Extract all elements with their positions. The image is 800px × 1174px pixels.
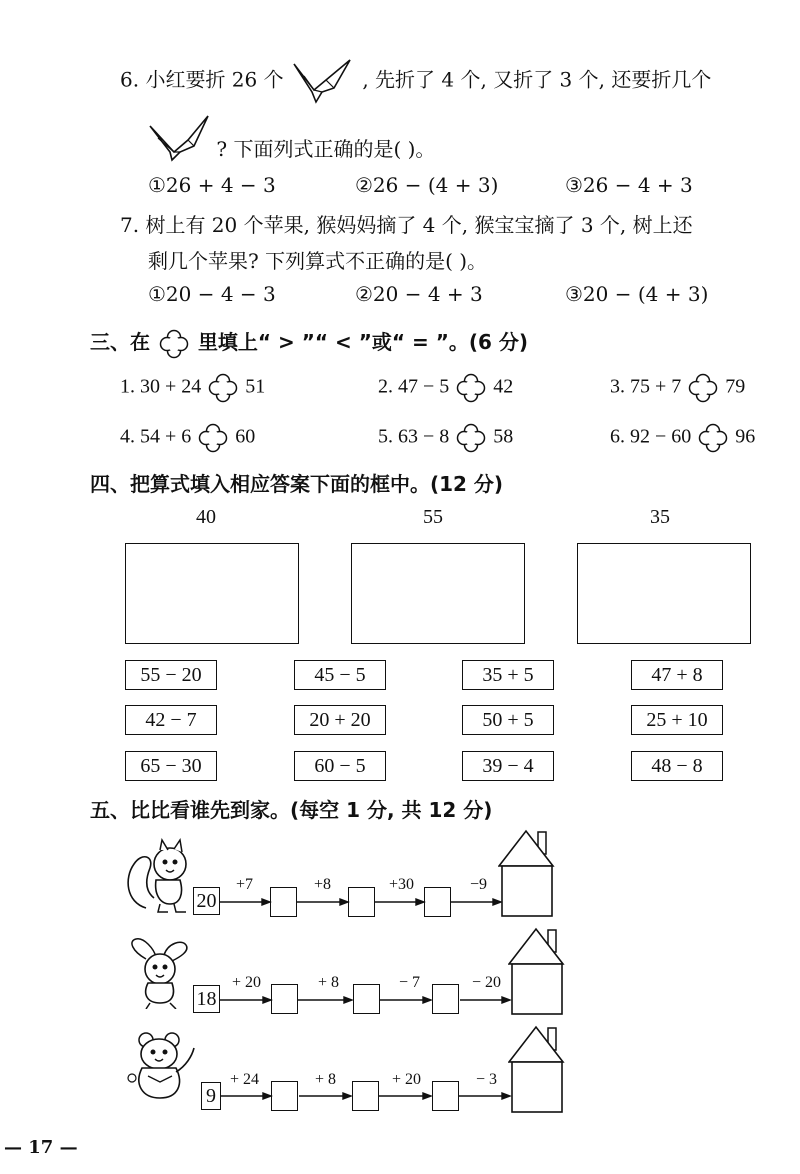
op-label: − 20 [472,974,502,991]
start-number: 20 [193,887,220,915]
op-label: −9 [470,876,488,893]
expr-card[interactable]: 42 − 7 [125,705,217,735]
sec4-title: 四、把算式填入相应答案下面的框中。(12 分) [90,472,504,496]
answer-square[interactable] [353,984,380,1014]
compare-right: 96 [735,425,756,448]
answer-label-35: 35 [650,506,670,528]
expr-card[interactable]: 65 − 30 [125,751,217,781]
expr-card[interactable]: 35 + 5 [462,660,554,690]
q7-option-3[interactable]: ③20 − (4 + 3) [565,282,709,306]
squirrel-icon [124,838,194,914]
flower-answer-slot[interactable] [688,373,718,403]
expr-card[interactable]: 25 + 10 [631,705,723,735]
q6-text-a: 6. 小红要折 26 个 [120,67,284,92]
q7-line2: 剩几个苹果? 下列算式不正确的是( )。 [148,249,488,273]
expr-card[interactable]: 47 + 8 [631,660,723,690]
op-label: +30 [389,876,415,893]
op-label: +7 [236,876,254,893]
compare-item-3 [610,373,745,403]
answer-label-40: 40 [196,506,216,528]
q6-option-3[interactable]: ③26 − 4 + 3 [565,173,693,197]
q6-line1 [120,58,711,104]
flower-answer-slot[interactable] [456,423,486,453]
compare-item-2 [378,373,513,403]
sec3-title-a: 三、在 [90,330,150,354]
q6-option-1[interactable]: ①26 + 4 − 3 [148,173,276,197]
op-label: +8 [314,876,332,893]
compare-left: 1. 30 + 24 [120,375,202,398]
answer-square[interactable] [432,984,459,1014]
compare-left: 5. 63 − 8 [378,425,450,448]
compare-right: 51 [245,375,266,398]
answer-label-55: 55 [423,506,443,528]
compare-item-5 [378,423,513,453]
answer-square[interactable] [424,887,451,917]
bear-icon [124,1028,200,1104]
paper-crane-icon [292,58,354,104]
answer-square[interactable] [271,1081,298,1111]
expr-card[interactable]: 48 − 8 [631,751,723,781]
answer-square[interactable] [352,1081,379,1111]
q6-question: ? 下面列式正确的是( )。 [216,137,436,161]
q7-option-1[interactable]: ①20 − 4 − 3 [148,282,276,306]
flower-answer-slot[interactable] [198,423,228,453]
answer-square[interactable] [348,887,375,917]
sec3-title-b: 里填上“ > ”“ < ”或“ = ”。(6 分) [197,330,529,354]
compare-left: 4. 54 + 6 [120,425,192,448]
start-number: 9 [201,1082,221,1110]
answer-box-40[interactable] [125,543,299,644]
house-icon[interactable] [508,926,566,1016]
expr-card[interactable]: 55 − 20 [125,660,217,690]
house-icon[interactable] [498,828,556,918]
compare-left: 6. 92 − 60 [610,425,692,448]
flower-blank-icon [159,329,189,359]
house-icon[interactable] [508,1024,566,1114]
expr-card[interactable]: 39 − 4 [462,751,554,781]
expr-card[interactable]: 20 + 20 [294,705,386,735]
flower-answer-slot[interactable] [208,373,238,403]
op-label: + 8 [315,1071,337,1088]
answer-square[interactable] [271,984,298,1014]
paper-crane-icon [148,112,210,162]
op-label: + 24 [230,1071,260,1088]
op-label: + 8 [318,974,340,991]
op-label: − 3 [476,1071,498,1088]
rabbit-icon [126,937,192,1009]
sec3-title [90,326,528,359]
expr-card[interactable]: 50 + 5 [462,705,554,735]
start-number: 18 [193,985,220,1013]
op-label: + 20 [232,974,262,991]
compare-item-1 [120,373,265,403]
compare-right: 60 [235,425,256,448]
page-number: — 17 — [4,1137,78,1158]
flower-answer-slot[interactable] [698,423,728,453]
compare-right: 42 [493,375,514,398]
flower-answer-slot[interactable] [456,373,486,403]
q6-option-2[interactable]: ②26 − (4 + 3) [355,173,499,197]
answer-box-55[interactable] [351,543,525,644]
q7-option-2[interactable]: ②20 − 4 + 3 [355,282,483,306]
compare-left: 2. 47 − 5 [378,375,450,398]
compare-right: 79 [725,375,746,398]
sec5-title: 五、比比看谁先到家。(每空 1 分, 共 12 分) [90,798,493,822]
q7-line1: 7. 树上有 20 个苹果, 猴妈妈摘了 4 个, 猴宝宝摘了 3 个, 树上还 [120,213,693,237]
compare-item-4 [120,423,255,453]
expr-card[interactable]: 45 − 5 [294,660,386,690]
expr-card[interactable]: 60 − 5 [294,751,386,781]
answer-square[interactable] [270,887,297,917]
answer-box-35[interactable] [577,543,751,644]
compare-left: 3. 75 + 7 [610,375,682,398]
op-label: − 7 [399,974,421,991]
op-label: + 20 [392,1071,422,1088]
answer-square[interactable] [432,1081,459,1111]
q6-text-b: , 先折了 4 个, 又折了 3 个, 还要折几个 [362,67,712,92]
q6-line2 [148,112,435,162]
compare-item-6 [610,423,755,453]
compare-right: 58 [493,425,514,448]
